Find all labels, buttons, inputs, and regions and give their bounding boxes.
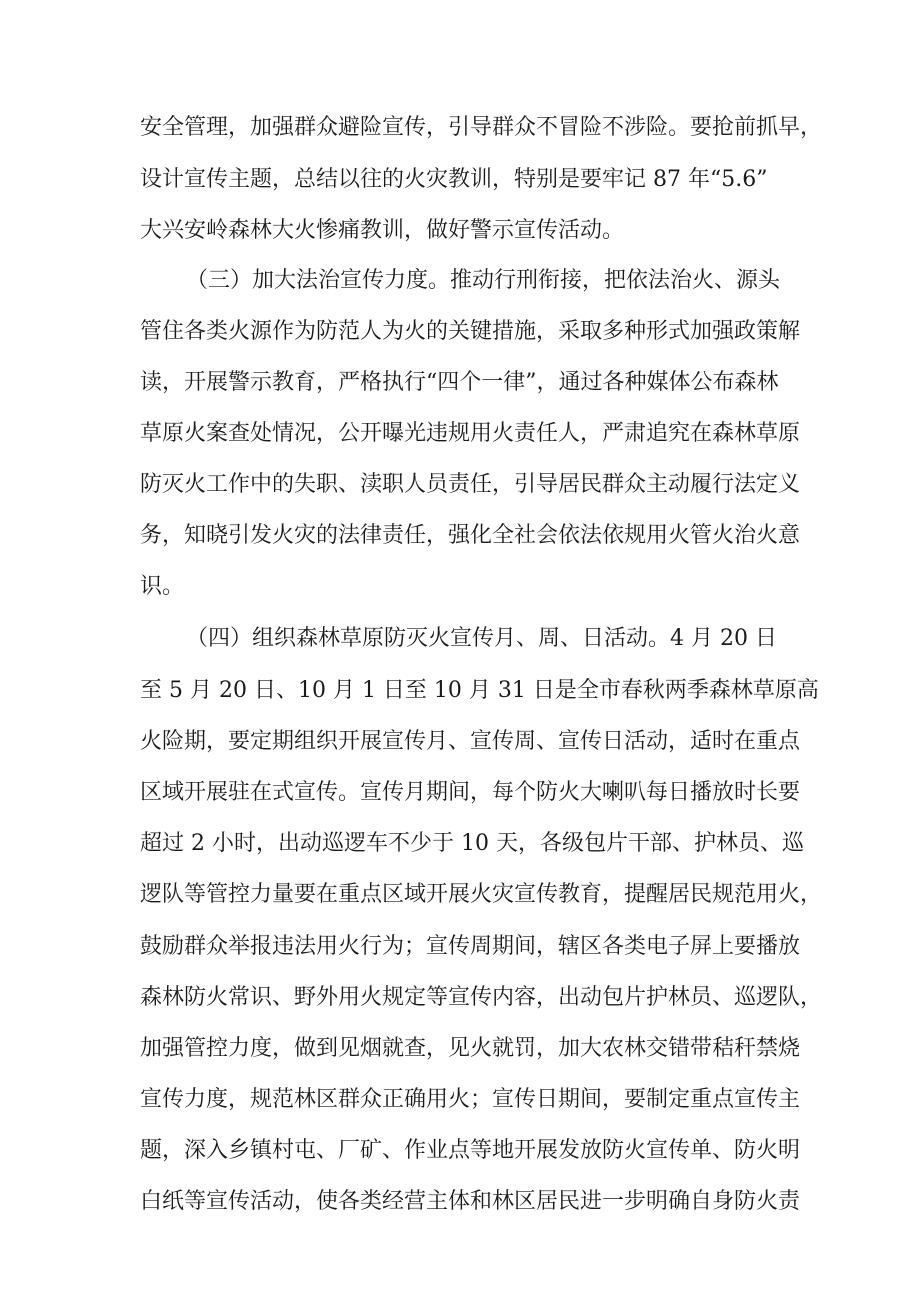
text-line: 管住各类火源作为防范人为火的关键措施，采取多种形式加强政策解 — [140, 319, 801, 344]
text-line: 安全管理，加强群众避险宣传，引导群众不冒险不涉险。要抢前抓早， — [140, 115, 823, 140]
text-line: 森林防火常识、野外用火规定等宣传内容，出动包片护林员、巡逻队， — [140, 985, 823, 1010]
text-line: （三）加大法治宣传力度。推动行刑衔接，把依法治火、源头 — [186, 268, 781, 293]
text-line: 宣传力度，规范林区群众正确用火；宣传日期间，要制定重点宣传主 — [140, 1087, 801, 1112]
text-line: （四）组织森林草原防灭火宣传月、周、日活动。4 月 20 日 — [186, 626, 777, 651]
text-line: 防灭火工作中的失职、渎职人员责任，引导居民群众主动履行法定义 — [140, 472, 801, 497]
text-line: 区域开展驻在式宣传。宣传月期间，每个防火大喇叭每日播放时长要 — [140, 780, 801, 805]
text-line: 设计宣传主题，总结以往的火灾教训，特别是要牢记 87 年“5.6” — [140, 167, 768, 192]
text-line: 白纸等宣传活动，使各类经营主体和林区居民进一步明确自身防火责 — [140, 1189, 801, 1214]
text-line: 题，深入乡镇村屯、厂矿、作业点等地开展发放防火宣传单、防火明 — [140, 1138, 801, 1163]
text-line: 加强管控力度，做到见烟就查，见火就罚，加大农林交错带秸秆禁烧 — [140, 1036, 801, 1061]
text-line: 超过 2 小时，出动巡逻车不少于 10 天，各级包片干部、护林员、巡 — [140, 831, 804, 856]
text-line: 鼓励群众举报违法用火行为；宣传周期间，辖区各类电子屏上要播放 — [140, 934, 801, 959]
text-line: 务，知晓引发火灾的法律责任，强化全社会依法依规用火管火治火意 — [140, 523, 801, 548]
text-line: 逻队等管控力量要在重点区域开展火灾宣传教育，提醒居民规范用火， — [140, 882, 823, 907]
text-line: 识。 — [140, 574, 185, 599]
text-line: 至 5 月 20 日、10 月 1 日至 10 月 31 日是全市春秋两季森林草原高 — [140, 678, 819, 703]
text-line: 草原火案查处情况，公开曝光违规用火责任人，严肃追究在森林草原 — [140, 421, 801, 446]
text-line: 大兴安岭森林大火惨痛教训，做好警示宣传活动。 — [140, 218, 625, 243]
text-line: 火险期，要定期组织开展宣传月、宣传周、宣传日活动，适时在重点 — [140, 729, 801, 754]
text-line: 读，开展警示教育，严格执行“四个一律”，通过各种媒体公布森林 — [140, 370, 779, 395]
